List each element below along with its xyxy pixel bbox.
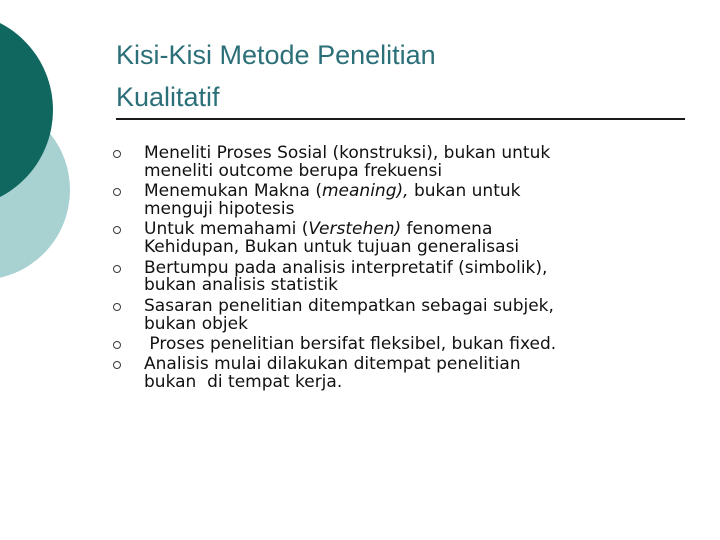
bullet-text: Untuk memahami ( bbox=[144, 219, 309, 240]
slide-title bbox=[116, 34, 676, 118]
circle-bullet-icon bbox=[113, 303, 121, 311]
bullet-line: bukan objek bbox=[144, 313, 248, 334]
decorative-circles bbox=[0, 0, 110, 300]
bullet-text: bukan untuk bbox=[408, 181, 521, 202]
bullet-line: Analisis mulai dilakukan ditempat penelitian bbox=[144, 354, 521, 375]
bullet-line: bukan analisis statistik bbox=[144, 275, 339, 296]
bullet-line: meneliti outcome berupa frekuensi bbox=[144, 160, 443, 181]
slide-title-line-1: Kisi-Kisi Metode Penelitian bbox=[116, 40, 436, 70]
bullet-item bbox=[113, 183, 673, 219]
circle-bullet-icon bbox=[113, 265, 121, 273]
bullet-list bbox=[113, 145, 673, 395]
bullet-line: Meneliti Proses Sosial (konstruksi), bukan untuk bbox=[144, 143, 551, 163]
circle-bullet-icon bbox=[113, 150, 121, 158]
bullet-text: Menemukan Makna ( bbox=[144, 181, 322, 202]
bullet-line: Bertumpu pada analisis interpretatif (simbolik), bbox=[144, 257, 548, 278]
bullet-italic-text: meaning), bbox=[322, 181, 409, 202]
circle-bullet-icon bbox=[113, 188, 121, 196]
circle-bullet-icon bbox=[113, 226, 121, 234]
bullet-item bbox=[113, 257, 673, 296]
title-divider bbox=[116, 118, 685, 120]
bullet-text: fenomena bbox=[401, 219, 493, 240]
circle-bullet-icon bbox=[113, 361, 121, 369]
bullet-line: Proses penelitian bersifat fleksibel, bukan fixed. bbox=[144, 333, 557, 354]
bullet-line: Sasaran penelitian ditempatkan sebagai subjek, bbox=[144, 295, 554, 316]
slide-title-line-2: Kualitatif bbox=[116, 82, 220, 112]
circle-bullet-icon bbox=[113, 341, 121, 349]
bullet-italic-text: Verstehen) bbox=[308, 219, 402, 240]
bullet-item bbox=[113, 295, 673, 334]
bullet-item bbox=[113, 145, 673, 181]
bullet-item bbox=[113, 333, 673, 354]
bullet-item bbox=[113, 356, 673, 392]
bullet-line: bukan di tempat kerja. bbox=[144, 372, 343, 393]
bullet-item bbox=[113, 221, 673, 257]
bullet-line: Kehidupan, Bukan untuk tujuan generalisasi bbox=[144, 237, 520, 258]
bullet-line: menguji hipotesis bbox=[144, 198, 295, 219]
